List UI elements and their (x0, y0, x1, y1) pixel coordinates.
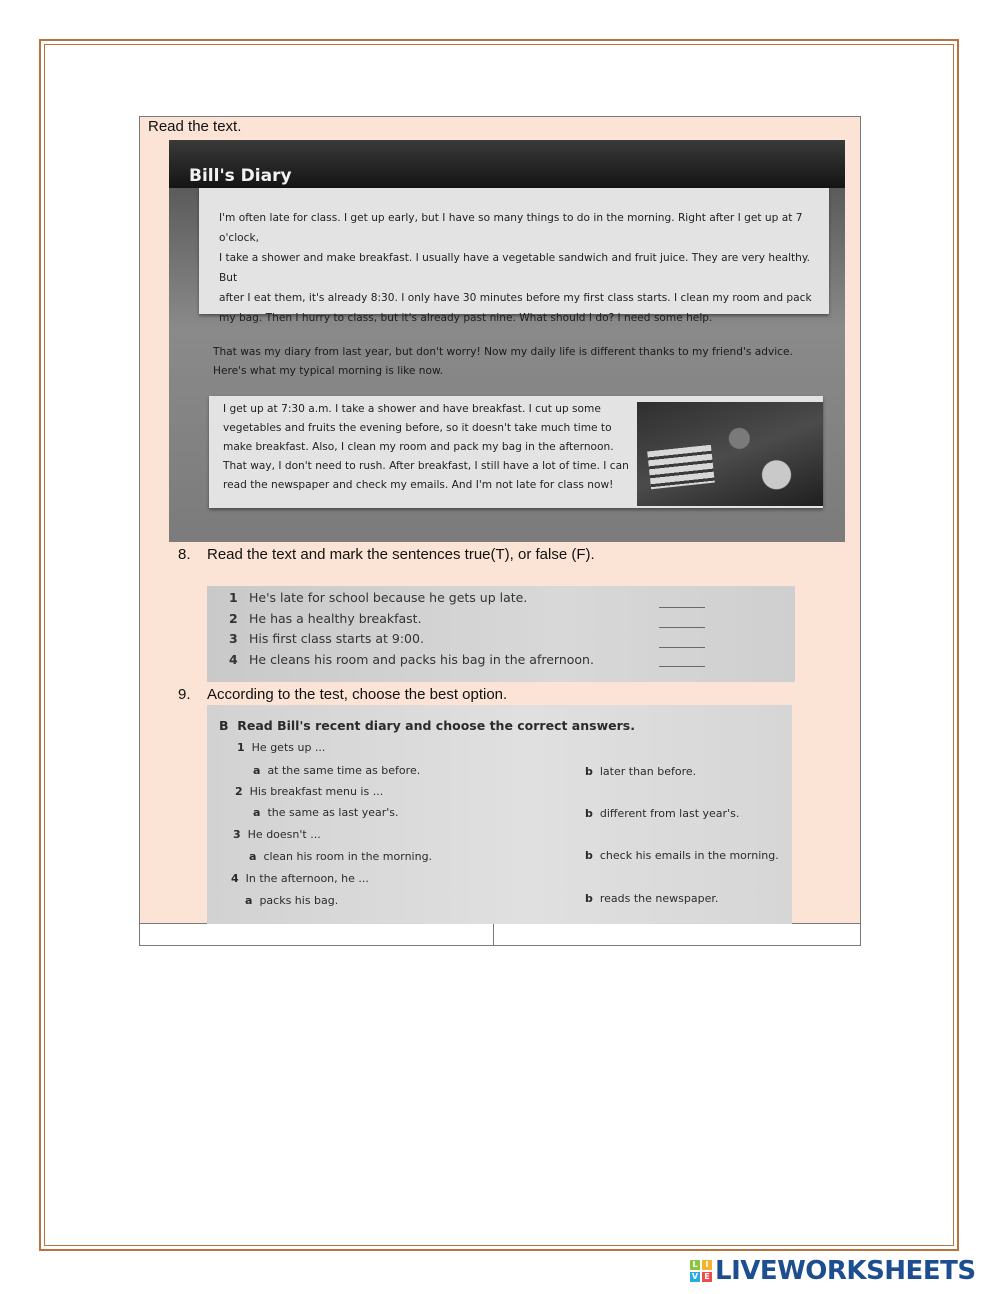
mc-option-b[interactable]: b check his emails in the morning. (585, 849, 779, 862)
diary-image (169, 140, 845, 542)
tf-item: 2 He has a healthy breakfast. (229, 611, 422, 626)
diary-entry1-line: after I eat them, it's already 8:30. I only have 30 minutes before my first class starts. I clean my room and pack (219, 292, 812, 304)
mc-option-a[interactable]: a at the same time as before. (253, 764, 421, 777)
answer-blank-3[interactable] (659, 647, 705, 648)
tf-item: 1 He's late for school because he gets up late. (229, 590, 528, 605)
mc-question: 2 His breakfast menu is ... (235, 785, 384, 798)
empty-table-row (139, 924, 861, 946)
mc-option-b[interactable]: b different from last year's. (585, 807, 740, 820)
mc-question: 4 In the afternoon, he ... (231, 872, 369, 885)
multiple-choice-image (207, 705, 792, 924)
diary-entry2-line: I get up at 7:30 a.m. I take a shower and have breakfast. I cut up some (223, 403, 601, 415)
answer-blank-4[interactable] (659, 666, 705, 667)
answer-blank-2[interactable] (659, 627, 705, 628)
answer-blank-1[interactable] (659, 607, 705, 608)
diary-entry1-line: I'm often late for class. I get up early, but I have so many things to do in the morning. Right after I get up at 7 o'clock, (219, 212, 803, 244)
breakfast-photo (637, 402, 823, 506)
mc-question: 3 He doesn't ... (233, 828, 321, 841)
tf-item: 4 He cleans his room and packs his bag in the afrernoon. (229, 652, 594, 667)
liveworksheets-logo (690, 1255, 976, 1287)
mc-option-a[interactable]: a clean his room in the morning. (249, 850, 433, 863)
diary-entry2-line: That way, I don't need to rush. After breakfast, I still have a lot of time. I can (223, 460, 629, 472)
question-9-number: 9. (178, 686, 191, 703)
diary-entry2-line: make breakfast. Also, I clean my room and pack my bag in the afternoon. (223, 441, 614, 453)
intro-instruction: Read the text. (148, 118, 242, 135)
question-8-number: 8. (178, 546, 191, 563)
logo-icon: L I V E (690, 1260, 712, 1282)
diary-entry2-line: vegetables and fruits the evening before, so it doesn't take much time to (223, 422, 612, 434)
diary-entry1-line: I take a shower and make breakfast. I usually have a vegetable sandwich and fruit juice. They are very healthy. But (219, 252, 811, 284)
diary-middle-text: That was my diary from last year, but don't worry! Now my daily life is different thanks to my friend's advice. Here's what my typical morning is like now. (213, 346, 793, 377)
mc-option-a[interactable]: a the same as last year's. (253, 806, 399, 819)
question-8-instruction: Read the text and mark the sentences true(T), or false (F). (207, 546, 595, 563)
diary-entry2-line: read the newspaper and check my emails. And I'm not late for class now! (223, 479, 614, 491)
mc-option-b[interactable]: b later than before. (585, 765, 697, 778)
diary-entry-card-1 (199, 188, 829, 324)
tf-item: 3 His first class starts at 9:00. (229, 631, 424, 646)
true-false-image (207, 586, 795, 682)
question-9-instruction: According to the test, choose the best option. (207, 686, 508, 703)
mc-option-b[interactable]: b reads the newspaper. (585, 892, 719, 905)
logo-text: LIVEWORKSHEETS (715, 1256, 976, 1286)
diary-title: Bill's Diary (189, 166, 292, 186)
mc-option-a[interactable]: a packs his bag. (245, 894, 339, 907)
mc-question: 1 He gets up ... (237, 741, 326, 754)
diary-entry1-line: my bag. Then I hurry to class, but it's already past nine. What should I do? I need some help. (219, 312, 713, 324)
mc-heading: B Read Bill's recent diary and choose the correct answers. (219, 718, 635, 733)
